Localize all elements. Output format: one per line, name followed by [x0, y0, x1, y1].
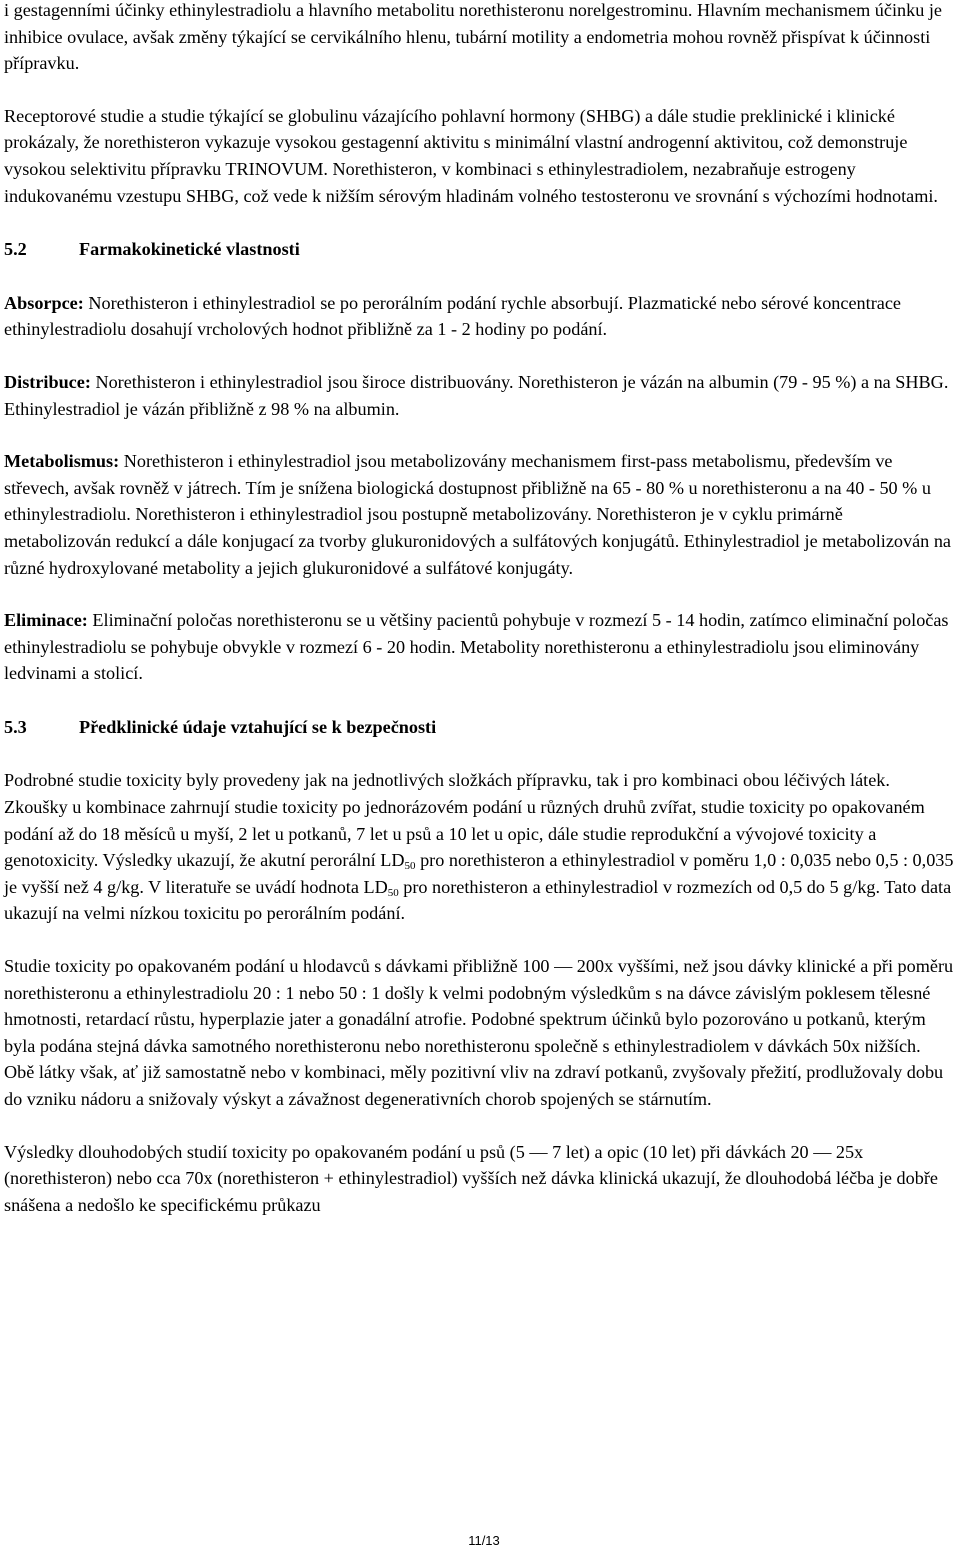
intro-paragraph-2: Receptorové studie a studie týkající se globulinu vázajícího pohlavní hormony (SHBG) a dále studie preklinické i klinické prokázaly, že norethisteron vykazuje vysokou gestagenní aktivitu s minimální vlastní androgenní aktivitou, což demonstruje vysokou selektivitu přípravku TRINOVUM. Norethisteron, v kombinaci s ethinylestradiolem, nezabraňuje estrogeny indukovanému vzestupu SHBG, což vede k nižším sérovým hladinám volného testosteronu ve srovnání s výchozími hodnotami.: [4, 105, 938, 206]
intro-paragraph-1: i gestagenními účinky ethinylestradiolu a hlavního metabolitu norethisteronu norelgestrominu. Hlavním mechanismem účinku je inhibice ovulace, avšak změny týkající se cervikálního hlenu, tubární motility a endometria mohou rovněž přispívat k účinnosti přípravku.: [4, 0, 942, 74]
section-heading-5-3: [4, 714, 954, 741]
toxicity-paragraph-2: Studie toxicity po opakovaném podání u hlodavců s dávkami přibližně 100 — 200x vyššími, než jsou dávky klinické a při poměru norethisteronu a ethinylestradiolu 20 : 1 nebo 50 : 1 došly k velmi podobným výsledkům s na dávce závislým poklesem tělesné hmotnosti, retardací růstu, hyperplazie jater a gonadální atrofie. Podobné spektrum účinků bylo pozorováno u potkanů, kterým byla podána stejná dávka samotného norethisteronu nebo norethisteronu společně s ethinylestradiolem v dávkách 50x nižších. Obě látky však, ať již samostatně nebo v kombinaci, měly pozitivní vliv na zdraví potkanů, zvyšovaly přežití, prodlužovaly dobu do vzniku nádoru a snižovaly výskyt a závažnost degenerativních chorob spojených se stárnutím.: [4, 956, 954, 1109]
text-run: Podrobné studie toxicity byly provedeny jak na jednotlivých složkách přípravku, tak i pro kombinaci obou léčivých látek. Zkoušky u kombinace zahrnují studie toxicity po jednorázovém podání u různých druhů zvířat, studie toxicity po opakovaném podání až do 18 měsíců u myší, 2 let u potkanů, 7 let u psů a 10 let u opic, dále studie reprodukční a vývojové toxicity a genotoxicity. Výsledky ukazují, že akutní perorální LD: [4, 770, 925, 871]
metabolismus-text: Norethisteron i ethinylestradiol jsou metabolizovány mechanismem first-pass metabolismu, především ve střevech, avšak rovněž v játrech. Tím je snížena biologická dostupnost přibližně na 65 - 80 % u norethisteronu a na 40 - 50 % u ethinylestradiolu. Norethisteron i ethinylestradiol jsou postupně metabolizovány. Norethisteron je v cyklu primárně metabolizován redukcí a dále konjugací za tvorby glukuronidových a sulfátových konjugátů. Ethinylestradiol je metabolizován na různé hydroxylované metabolity a jejich glukuronidové a sulfátové konjugáty.: [4, 451, 951, 578]
subscript: 50: [404, 860, 416, 873]
section-heading-5-2: [4, 236, 954, 263]
section-number: 5.2: [4, 239, 27, 260]
metabolismus-paragraph: [4, 448, 954, 581]
section-title: Předklinické údaje vztahující se k bezpečnosti: [79, 716, 437, 737]
toxicity-paragraph-3: Výsledky dlouhodobých studií toxicity po opakovaném podání u psů (5 — 7 let) a opic (10 let) při dávkách 20 — 25x (norethisteron) nebo cca 70x (norethisteron + ethinylestradiol) vyšších než dávka klinická ukazují, že dlouhodobá léčba je dobře snášena a nedošlo ke specifickému průkazu: [4, 1141, 938, 1215]
absorpce-label: Absorpce:: [4, 292, 84, 313]
text-run: pro norethisteron a ethinylestradiol v poměru 1,0 : 0,035 nebo 0,5 : 0,035 je vyšší než 4 g/kg. V literatuře se uvádí hodnota LD: [4, 850, 954, 897]
absorpce-paragraph: [4, 290, 954, 343]
eliminace-text: Eliminační poločas norethisteronu se u většiny pacientů pohybuje v rozmezí 5 - 14 hodin, zatímco eliminační poločas ethinylestradiolu se pohybuje obvykle v rozmezí 6 - 20 hodin. Metabolity norethisteronu a ethinylestradiolu jsou eliminovány ledvinami a stolicí.: [4, 610, 949, 684]
toxicity-paragraph-1: [4, 767, 954, 927]
document-page: [4, 0, 954, 1218]
metabolismus-label: Metabolismus:: [4, 451, 120, 472]
subscript: 50: [387, 886, 399, 899]
distribuce-paragraph: [4, 369, 954, 422]
distribuce-label: Distribuce:: [4, 371, 91, 392]
eliminace-paragraph: [4, 607, 954, 687]
text-run: pro norethisteron a ethinylestradiol v rozmezích od 0,5 do 5 g/kg. Tato data ukazují na velmi nízkou toxicitu po perorálním podání.: [4, 876, 952, 924]
eliminace-label: Eliminace:: [4, 610, 88, 631]
section-number: 5.3: [4, 716, 27, 737]
section-title: Farmakokinetické vlastnosti: [79, 239, 300, 260]
absorpce-text: Norethisteron i ethinylestradiol se po perorálním podání rychle absorbují. Plazmatické nebo sérové koncentrace ethinylestradiolu dosahují vrcholových hodnot přibližně za 1 - 2 hodiny po podání.: [4, 292, 901, 340]
distribuce-text: Norethisteron i ethinylestradiol jsou široce distribuovány. Norethisteron je vázán na albumin (79 - 95 %) a na SHBG. Ethinylestradiol je vázán přibližně z 98 % na albumin.: [4, 371, 949, 419]
page-number: 11/13: [468, 1533, 500, 1548]
